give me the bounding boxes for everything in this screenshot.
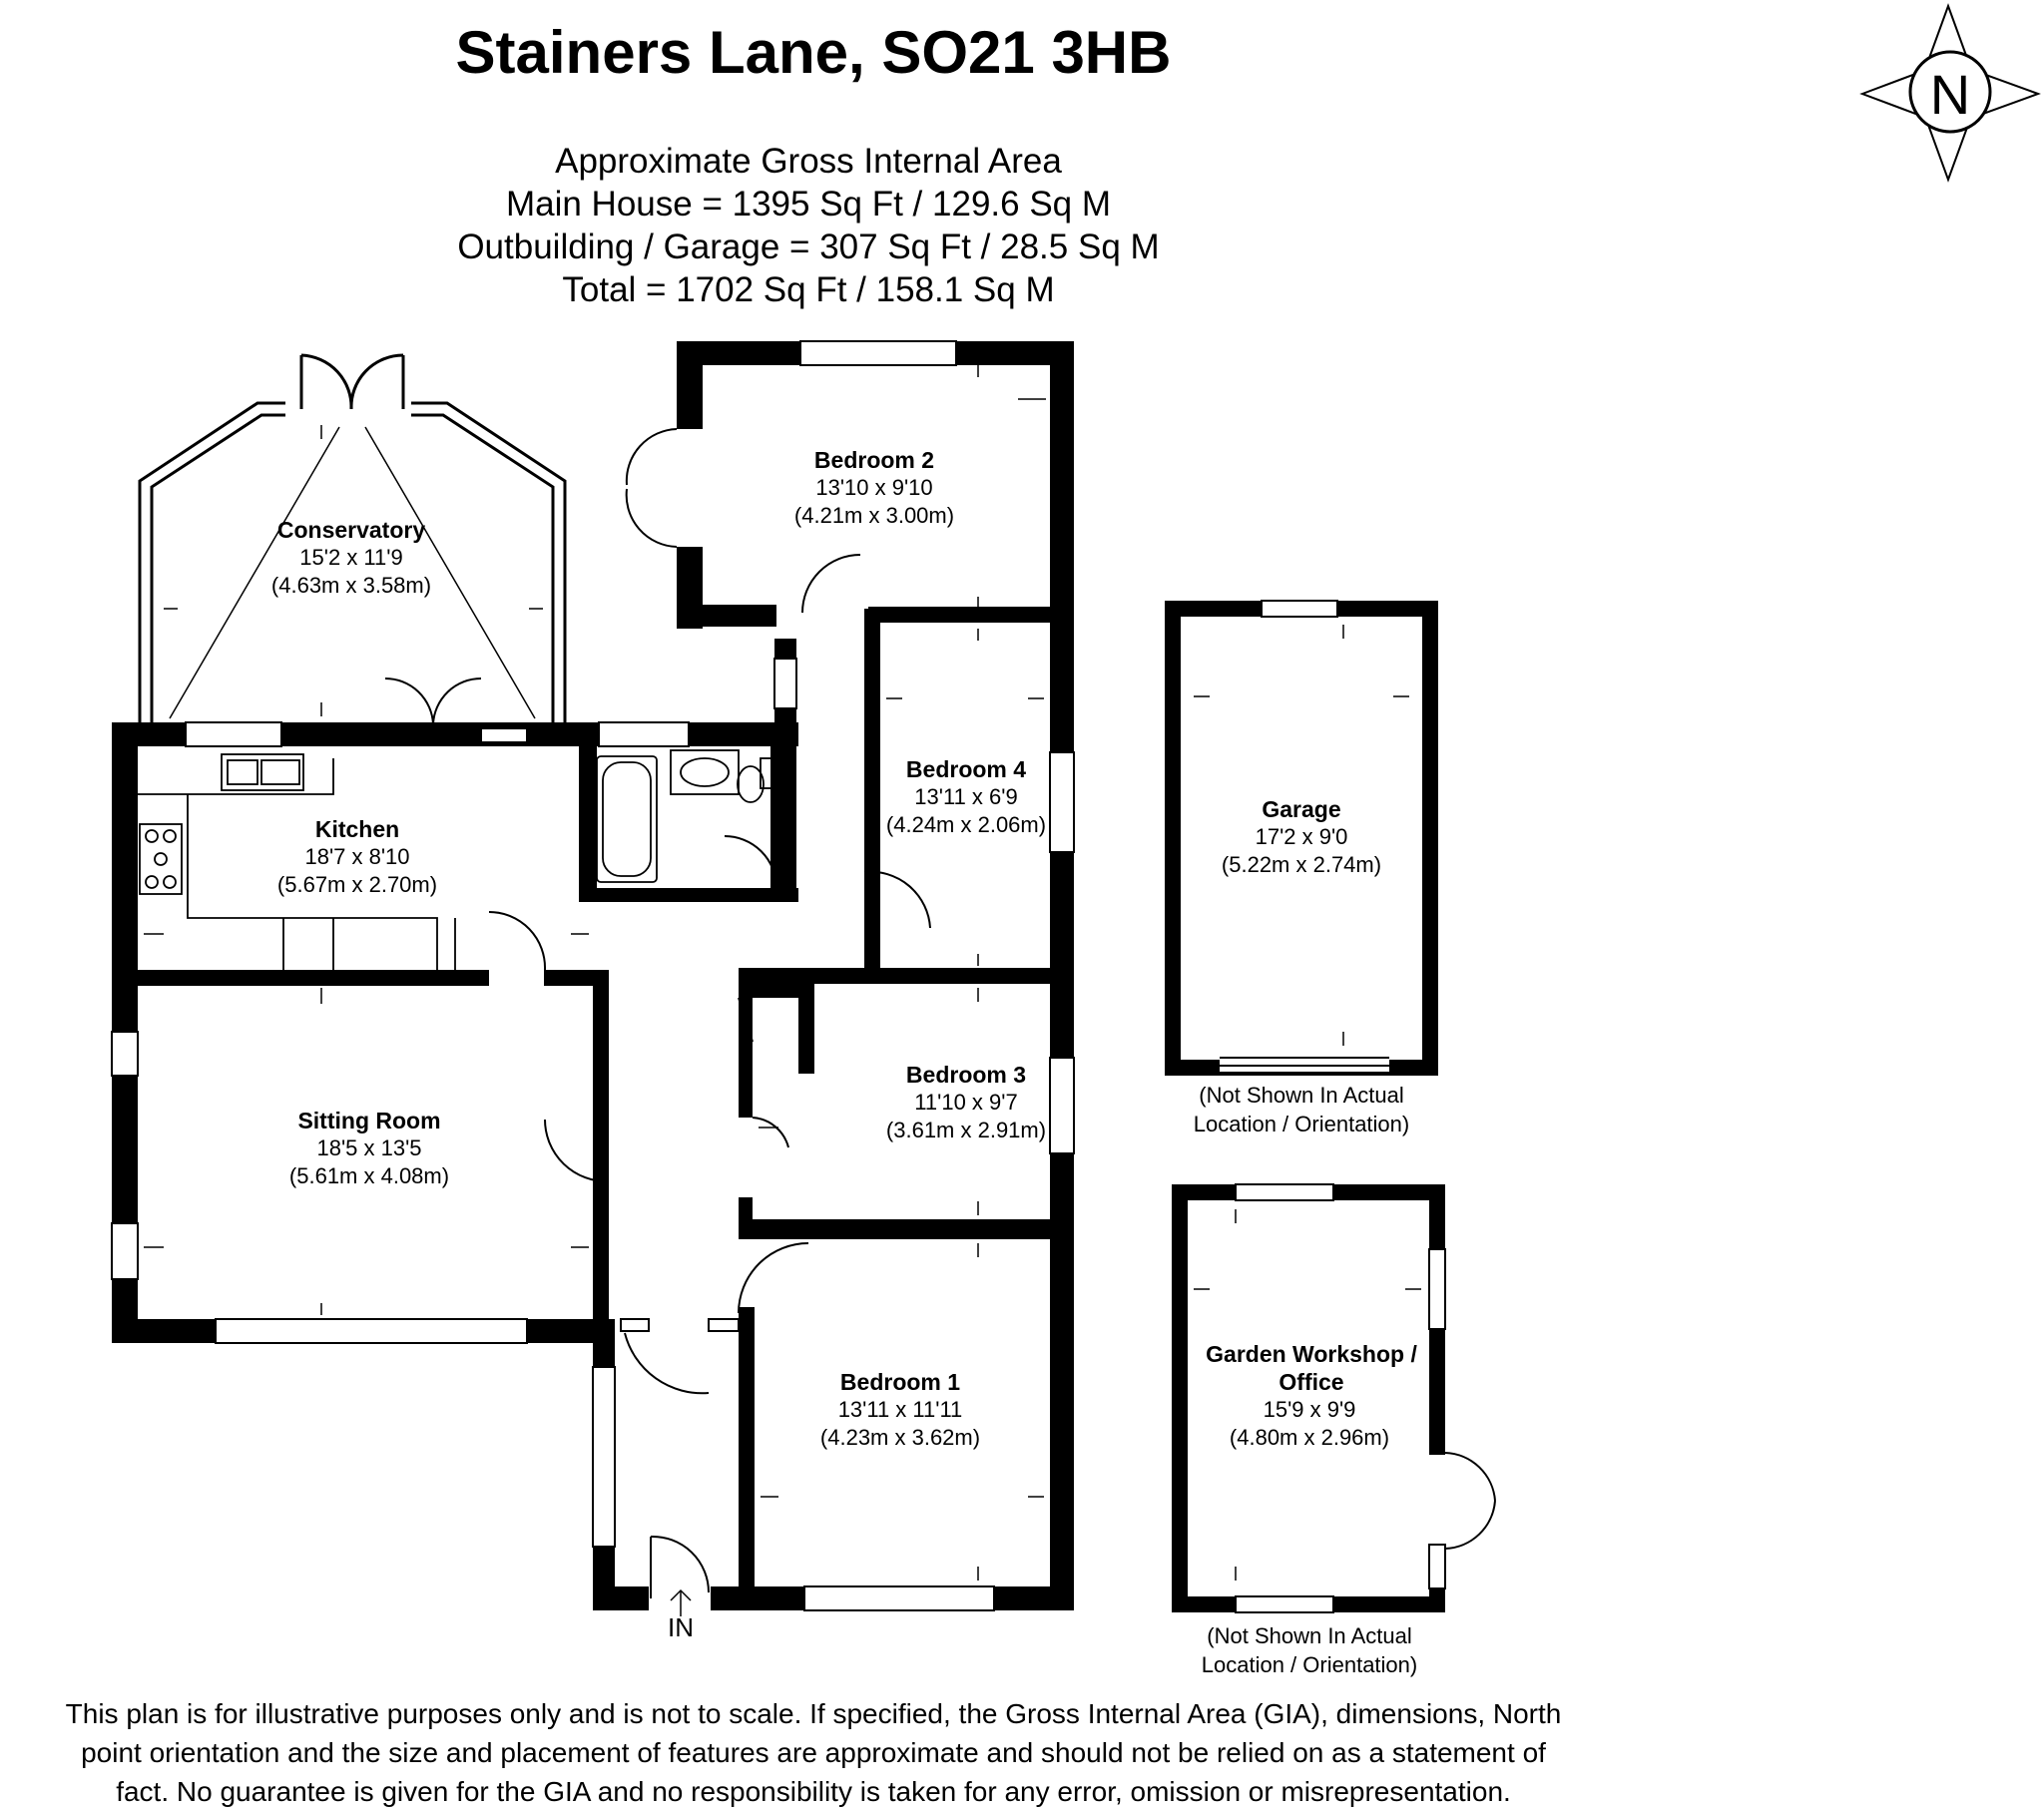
area-line-4: Total = 1702 Sq Ft / 158.1 Sq M <box>562 270 1055 309</box>
room-metric-garage: (5.22m x 2.74m) <box>1221 852 1382 877</box>
room-size-bedroom3: 11'10 x 9'7 <box>914 1090 1018 1115</box>
room-name-sitting: Sitting Room <box>297 1108 441 1133</box>
garage-note-line-1: (Not Shown In Actual <box>1199 1083 1404 1108</box>
room-name-kitchen: Kitchen <box>314 816 400 842</box>
room-name-workshop: Garden Workshop / <box>1206 1341 1417 1367</box>
room-metric-sitting: (5.61m x 4.08m) <box>288 1163 450 1188</box>
compass-label: N <box>1929 63 1971 126</box>
area-line-1: Approximate Gross Internal Area <box>555 142 1062 181</box>
entrance-label: IN <box>668 1612 694 1642</box>
room-metric-bedroom3: (3.61m x 2.91m) <box>885 1118 1047 1142</box>
page-title: Stainers Lane, SO21 3HB <box>455 19 1172 86</box>
door-swings <box>385 429 930 1598</box>
room-size-bedroom2: 13'10 x 9'10 <box>815 475 933 500</box>
room-size-conservatory: 15'2 x 11'9 <box>299 545 403 570</box>
disclaimer-line-3: fact. No guarantee is given for the GIA and no responsibility is taken for any error, omission or misrepresentation. <box>116 1776 1511 1807</box>
garage-note-line-2: Location / Orientation) <box>1193 1112 1410 1136</box>
room-metric-bedroom4: (4.24m x 2.06m) <box>885 812 1047 837</box>
room-size-bedroom4: 13'11 x 6'9 <box>914 784 1018 809</box>
room-name-workshop-line2: Office <box>1278 1369 1344 1395</box>
room-name-bedroom4: Bedroom 4 <box>905 756 1027 782</box>
room-size-bedroom1: 13'11 x 11'11 <box>837 1397 963 1422</box>
room-metric-kitchen: (5.67m x 2.70m) <box>276 872 438 897</box>
room-name-garage: Garage <box>1262 796 1341 822</box>
disclaimer-line-1: This plan is for illustrative purposes only and is not to scale. If specified, the Gross Internal Area (GIA), dimensions, North <box>65 1698 1562 1729</box>
room-size-workshop: 15'9 x 9'9 <box>1263 1397 1356 1422</box>
workshop-note-line-1: (Not Shown In Actual <box>1207 1623 1412 1648</box>
room-metric-conservatory: (4.63m x 3.58m) <box>270 573 432 598</box>
workshop-note-line-2: Location / Orientation) <box>1201 1652 1418 1677</box>
room-size-garage: 17'2 x 9'0 <box>1255 824 1348 849</box>
disclaimer-line-2: point orientation and the size and placement of features are approximate and should not be relied on as a statement of <box>81 1737 1546 1768</box>
area-line-3: Outbuilding / Garage = 307 Sq Ft / 28.5 Sq M <box>457 227 1160 266</box>
room-name-bedroom1: Bedroom 1 <box>839 1369 961 1395</box>
room-size-sitting: 18'5 x 13'5 <box>316 1135 422 1160</box>
room-name-conservatory: Conservatory <box>276 517 426 543</box>
room-name-bedroom2: Bedroom 2 <box>813 447 935 473</box>
room-metric-bedroom2: (4.21m x 3.00m) <box>793 503 955 528</box>
disclaimer <box>0 1694 1627 1811</box>
room-name-bedroom3: Bedroom 3 <box>905 1062 1027 1088</box>
area-line-2: Main House = 1395 Sq Ft / 129.6 Sq M <box>505 185 1112 224</box>
room-size-kitchen: 18'7 x 8'10 <box>304 844 410 869</box>
room-metric-bedroom1: (4.23m x 3.62m) <box>819 1425 981 1450</box>
room-metric-workshop: (4.80m x 2.96m) <box>1229 1425 1390 1450</box>
